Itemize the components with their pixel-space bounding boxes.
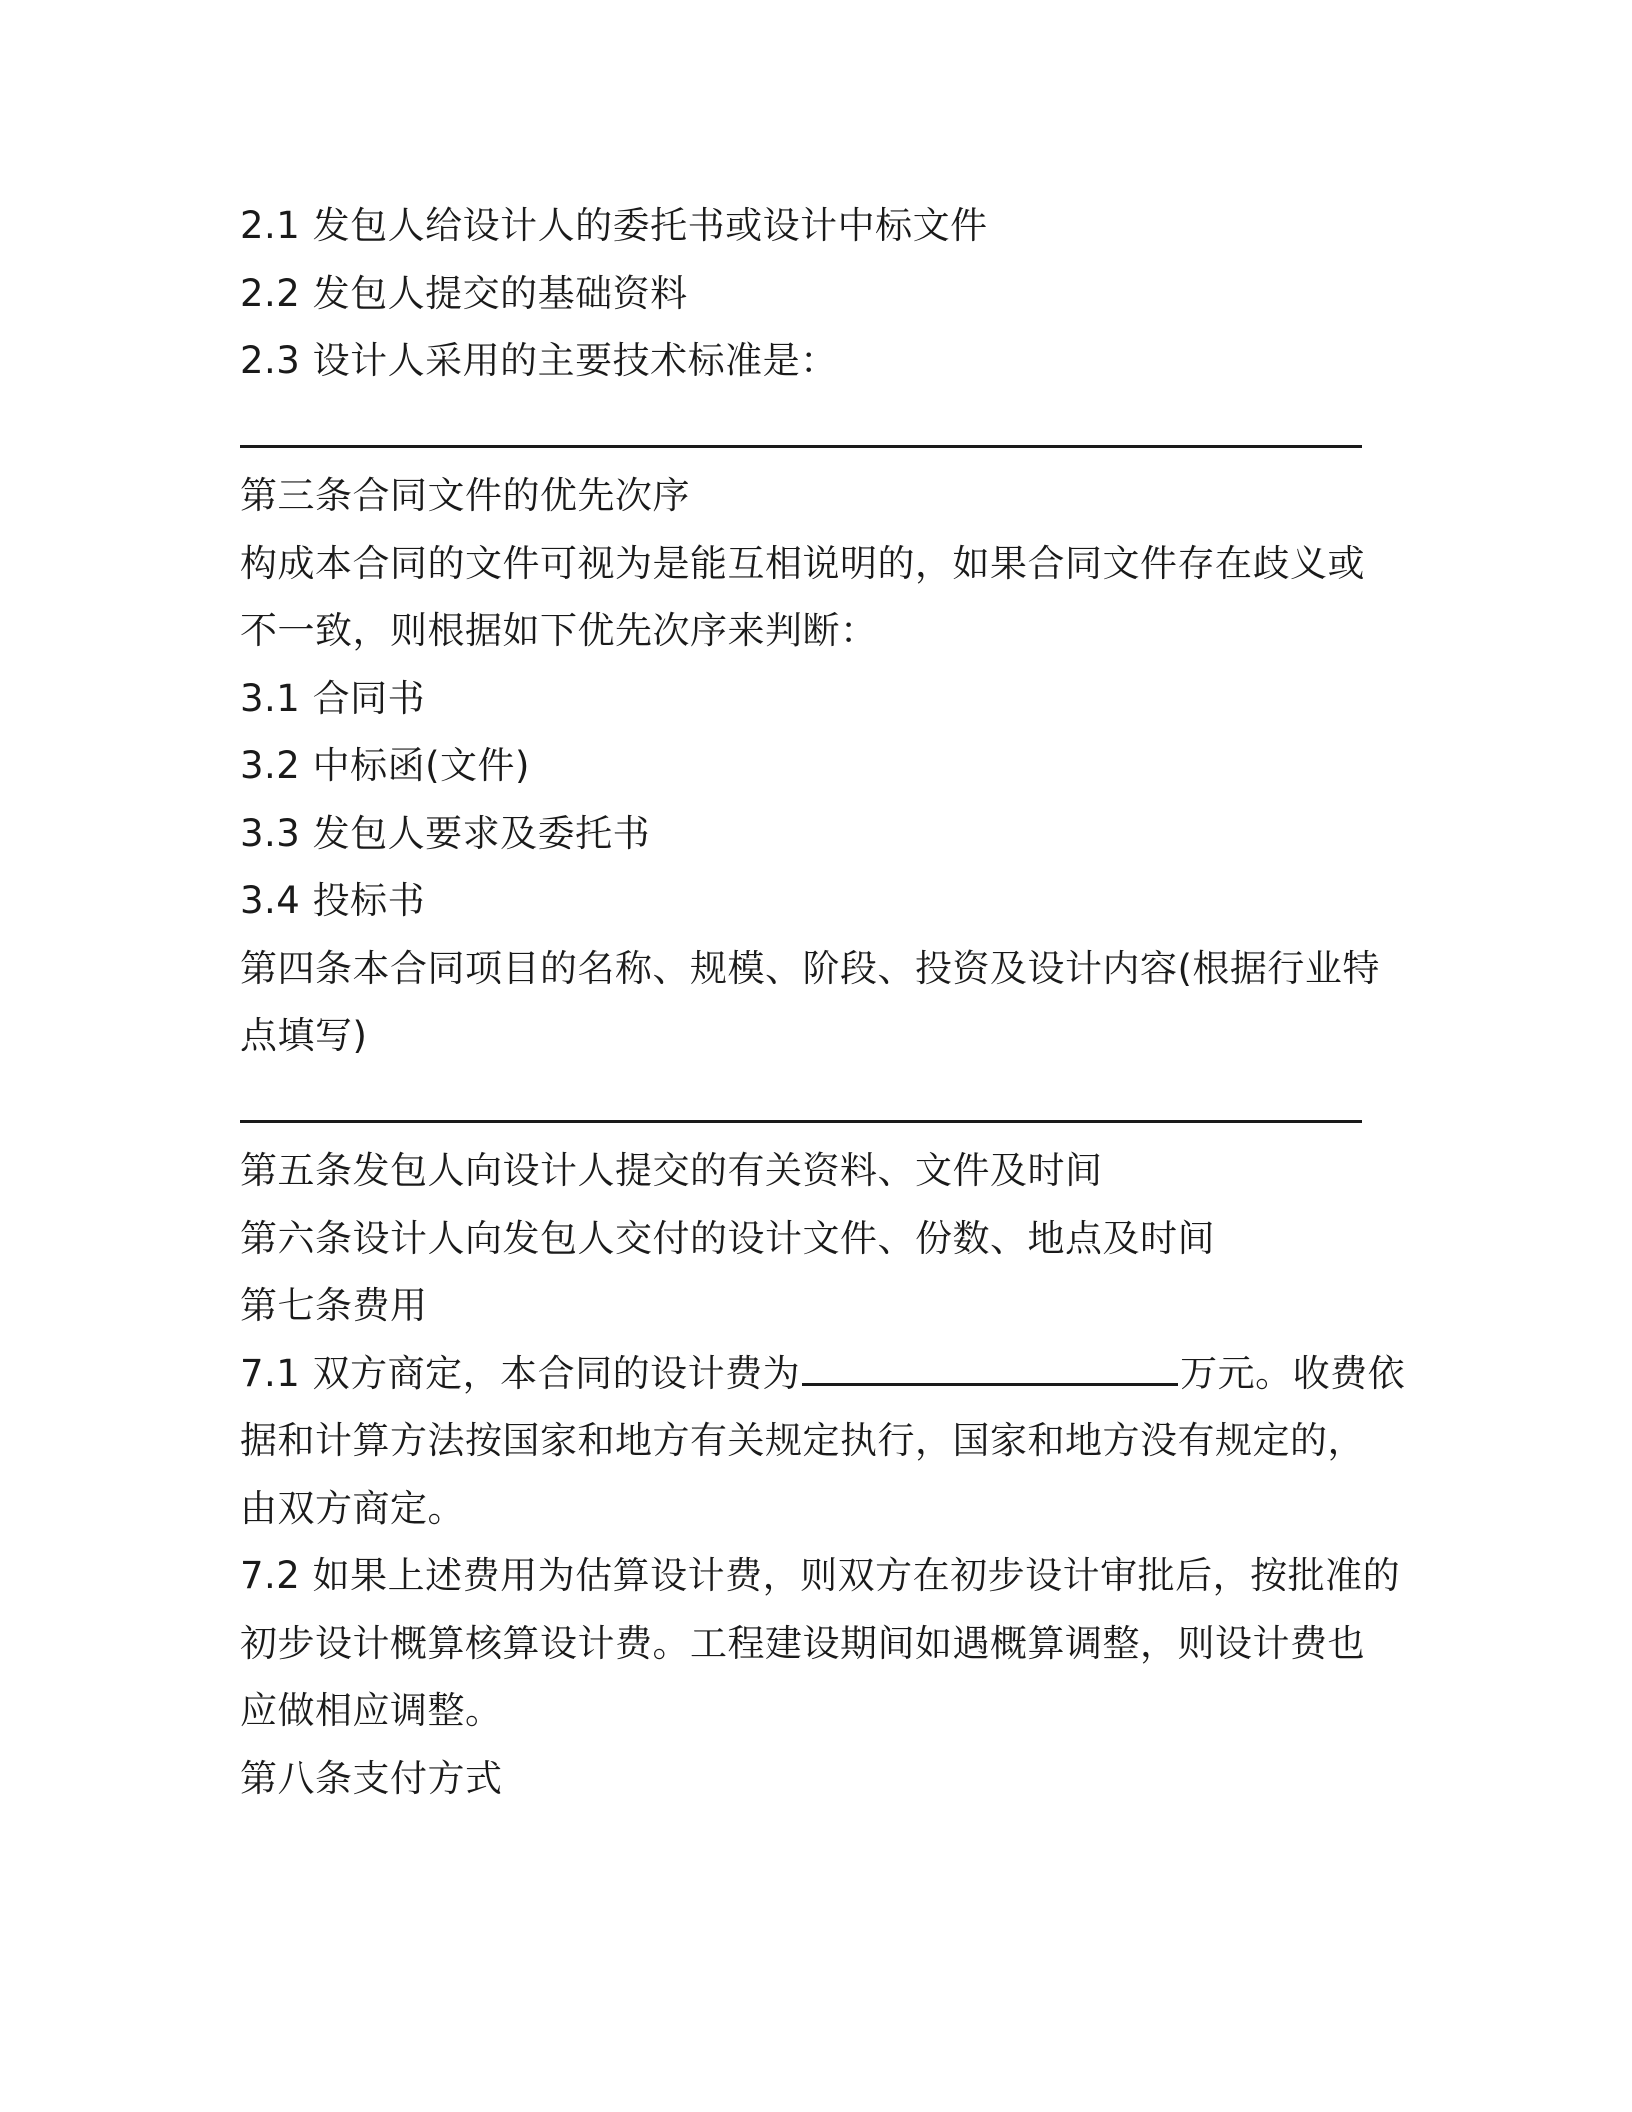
fill-in-line xyxy=(240,395,1400,463)
item-7-1 xyxy=(240,1340,1406,1408)
article-8-title: 第八条支付方式 xyxy=(240,1756,503,1800)
item-2-1: 2.1 发包人给设计人的委托书或设计中标文件 xyxy=(240,204,988,247)
document-body xyxy=(240,192,1406,1812)
item-2-3: 2.3 设计人采用的主要技术标准是： xyxy=(240,339,838,382)
article-4-title: 点填写) xyxy=(240,1014,368,1057)
fill-in-rule xyxy=(240,445,1362,448)
item-7-1-cont: 由双方商定。 xyxy=(240,1486,465,1530)
item-7-2-cont: 应做相应调整。 xyxy=(240,1689,503,1732)
item-3-4: 3.4 投标书 xyxy=(240,879,426,922)
article-4-title: 第四条本合同项目的名称、规模、阶段、投资及设计内容(根据行业特 xyxy=(240,946,1380,990)
article-3-title: 第三条合同文件的优先次序 xyxy=(240,474,690,517)
item-7-1-cont: 据和计算方法按国家和地方有关规定执行，国家和地方没有规定的， xyxy=(240,1419,1365,1462)
article-7-title: 第七条费用 xyxy=(240,1284,428,1327)
item-3-3: 3.3 发包人要求及委托书 xyxy=(240,811,651,855)
fill-in-rule xyxy=(240,1120,1362,1123)
article-5-title: 第五条发包人向设计人提交的有关资料、文件及时间 xyxy=(240,1149,1103,1192)
item-3-1: 3.1 合同书 xyxy=(240,676,426,720)
item-7-1-prefix: 7.1 双方商定，本合同的设计费为 xyxy=(240,1351,801,1395)
fee-blank xyxy=(802,1382,1178,1386)
article-3-intro: 不一致，则根据如下优先次序来判断： xyxy=(240,609,878,652)
item-7-1-suffix: 万元。收费依 xyxy=(1180,1351,1406,1395)
item-2-2: 2.2 发包人提交的基础资料 xyxy=(240,271,688,315)
item-7-2: 7.2 如果上述费用为估算设计费，则双方在初步设计审批后，按批准的 xyxy=(240,1554,1401,1597)
article-6-title: 第六条设计人向发包人交付的设计文件、份数、地点及时间 xyxy=(240,1216,1215,1260)
fill-in-line xyxy=(240,1070,1400,1138)
item-7-2-cont: 初步设计概算核算设计费。工程建设期间如遇概算调整，则设计费也 xyxy=(240,1621,1365,1665)
item-3-2: 3.2 中标函(文件) xyxy=(240,744,530,787)
article-3-intro: 构成本合同的文件可视为是能互相说明的，如果合同文件存在歧义或 xyxy=(240,541,1365,585)
